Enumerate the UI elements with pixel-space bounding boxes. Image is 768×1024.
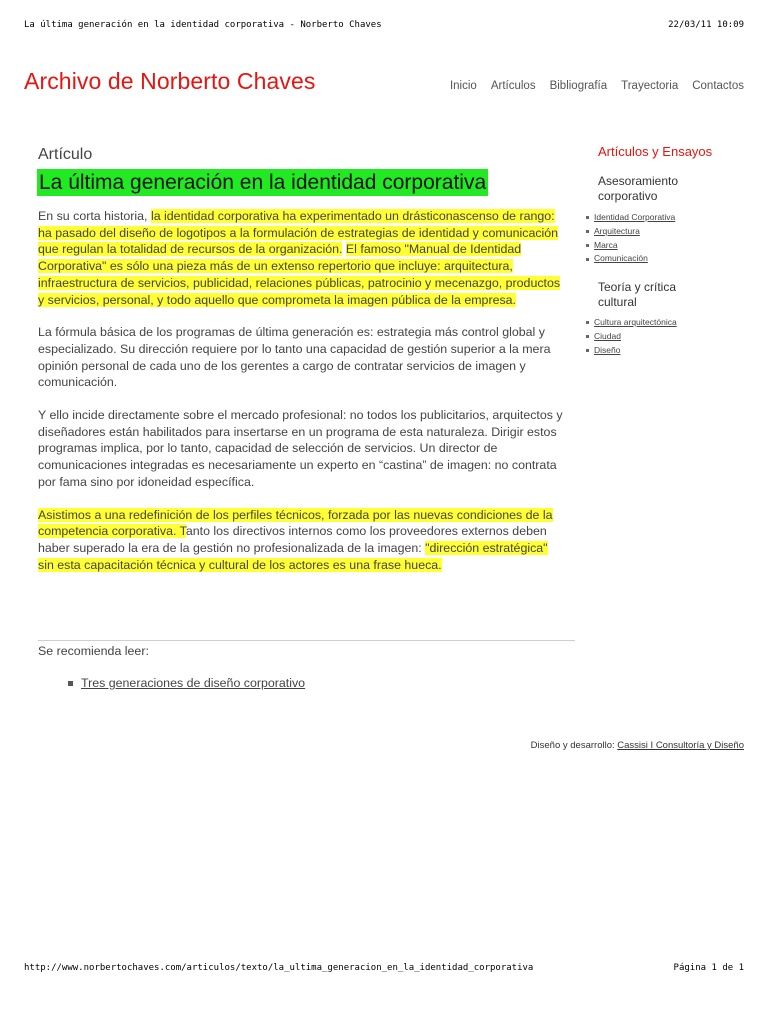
- credits: [531, 740, 744, 751]
- square-bullet-icon: [586, 349, 589, 352]
- paragraph-4-highlight-a: Asistimos a una redefinición de los perfiles técnicos, forzada por las nuevas condiciones de la competencia corporativa. T: [38, 507, 553, 539]
- sidebar-list-teoria: [586, 316, 677, 357]
- sidebar-item: [586, 344, 677, 358]
- article-paragraph-2: La fórmula básica de los programas de última generación es: estrategia más control global y especializado. Su dirección requiere por lo tanto una capacidad de gestión superior a la mera opinión personal de cada uno de los gerentes a cargo de contratar servicios de imagen y comunicación.: [38, 325, 551, 390]
- square-bullet-icon: [68, 681, 73, 686]
- square-bullet-icon: [586, 244, 589, 247]
- square-bullet-icon: [586, 258, 589, 261]
- sidebar-item: [586, 316, 677, 330]
- sidebar-link-comunicacion[interactable]: Comunicación: [594, 253, 648, 264]
- square-bullet-icon: [586, 216, 589, 219]
- print-header: [24, 20, 744, 30]
- sidebar-link-identidad-corporativa[interactable]: Identidad Corporativa: [594, 212, 676, 222]
- credits-label: Diseño y desarrollo:: [530, 740, 618, 751]
- content-divider: [38, 640, 575, 641]
- print-footer: [24, 963, 744, 973]
- sidebar-link-cultura-arquitectonica[interactable]: Cultura arquitectónica: [594, 317, 677, 327]
- square-bullet-icon: [586, 335, 589, 338]
- square-bullet-icon: [586, 321, 589, 324]
- sidebar-link-arquitectura[interactable]: Arquitectura: [594, 225, 640, 236]
- article-paragraph-3: Y ello incide directamente sobre el mercado profesional: no todos los publicitarios, arquitectos y diseñadores están habilitados para insertarse en un programa de esta naturaleza. Dirigir estos programas implica, por lo tanto, capacidad de selección de servicios. Un director de comunicaciones integradas es necesariamente un experto en “castina” de imagen: no contrata por fama sino por idoneidad específica.: [38, 408, 563, 489]
- sidebar-link-marca[interactable]: Marca: [594, 239, 618, 250]
- recommend-list: [68, 676, 305, 690]
- sidebar-item: [586, 211, 675, 225]
- paragraph-1-highlight-b: El famoso "Manual de Identidad Corporativa" es sólo una pieza más de un extenso repertorio que incluye: arquitectura, infraestructura de servicios, publicidad, relaciones públicas, patrocinio y mecenazgo, productos y servicios, personal, y todo aquello que comprometa la imagen pública de la empresa.: [38, 242, 561, 307]
- top-nav: [450, 80, 744, 92]
- sidebar-item: [586, 252, 675, 266]
- print-url: http://www.norbertochaves.com/articulos/texto/la_ultima_generacion_en_la_identidad_corporativa: [24, 963, 534, 973]
- nav-item-bibliografia[interactable]: Bibliografía: [549, 80, 608, 92]
- sidebar-group-title-asesoramiento: Asesoramiento corporativo: [598, 174, 679, 203]
- nav-item-trayectoria[interactable]: Trayectoria: [621, 80, 679, 92]
- recommend-link[interactable]: Tres generaciones de diseño corporativo: [81, 676, 306, 690]
- sidebar-item: [586, 239, 675, 253]
- print-page-title: La última generación en la identidad corporativa - Norberto Chaves: [24, 20, 382, 30]
- sidebar-group-title-teoria: Teoría y crítica cultural: [598, 280, 677, 309]
- site-title[interactable]: Archivo de Norberto Chaves: [24, 68, 316, 94]
- section-label: Artículo: [38, 146, 93, 163]
- recommend-item: [68, 676, 305, 690]
- sidebar-list-asesoramiento: [586, 211, 675, 266]
- recommend-label: Se recomienda leer:: [38, 644, 149, 658]
- nav-item-articulos[interactable]: Artículos: [490, 80, 536, 92]
- paragraph-4-text: anto los directivos internos como los proveedores externos deben haber superado la era de la gestión no profesionalizada de la imagen:: [38, 524, 547, 555]
- paragraph-4-highlight-b: "dirección estratégica" sin esta capacitación técnica y cultural de los actores es una frase hueca.: [38, 540, 548, 572]
- article-paragraph-4: [38, 507, 566, 574]
- paragraph-1-highlight-a: la identidad corporativa ha experimentado un drásticonascenso de rango: ha pasado del diseño de logotipos a la formulación de estrategias de identidad y comunicación que regulan la totalidad de recursos de la organización.: [38, 209, 559, 257]
- square-bullet-icon: [586, 230, 589, 233]
- print-page-number: Página 1 de 1: [673, 963, 744, 973]
- sidebar-item: [586, 225, 675, 239]
- sidebar-item: [586, 330, 677, 344]
- paragraph-1-text-a: En su corta historia,: [38, 209, 151, 223]
- article-paragraph-1: [38, 208, 566, 308]
- sidebar-link-diseno[interactable]: Diseño: [594, 344, 621, 355]
- sidebar-heading: Artículos y Ensayos: [598, 144, 713, 159]
- print-datetime: 22/03/11 10:09: [668, 20, 744, 30]
- credits-link[interactable]: Cassisi I Consultoría y Diseño: [617, 740, 744, 751]
- sidebar-link-ciudad[interactable]: Ciudad: [594, 330, 621, 341]
- nav-item-inicio[interactable]: Inicio: [449, 80, 477, 92]
- article-body: [38, 208, 566, 589]
- nav-item-contactos[interactable]: Contactos: [692, 80, 744, 92]
- article-title: La última generación en la identidad corporativa: [39, 171, 487, 194]
